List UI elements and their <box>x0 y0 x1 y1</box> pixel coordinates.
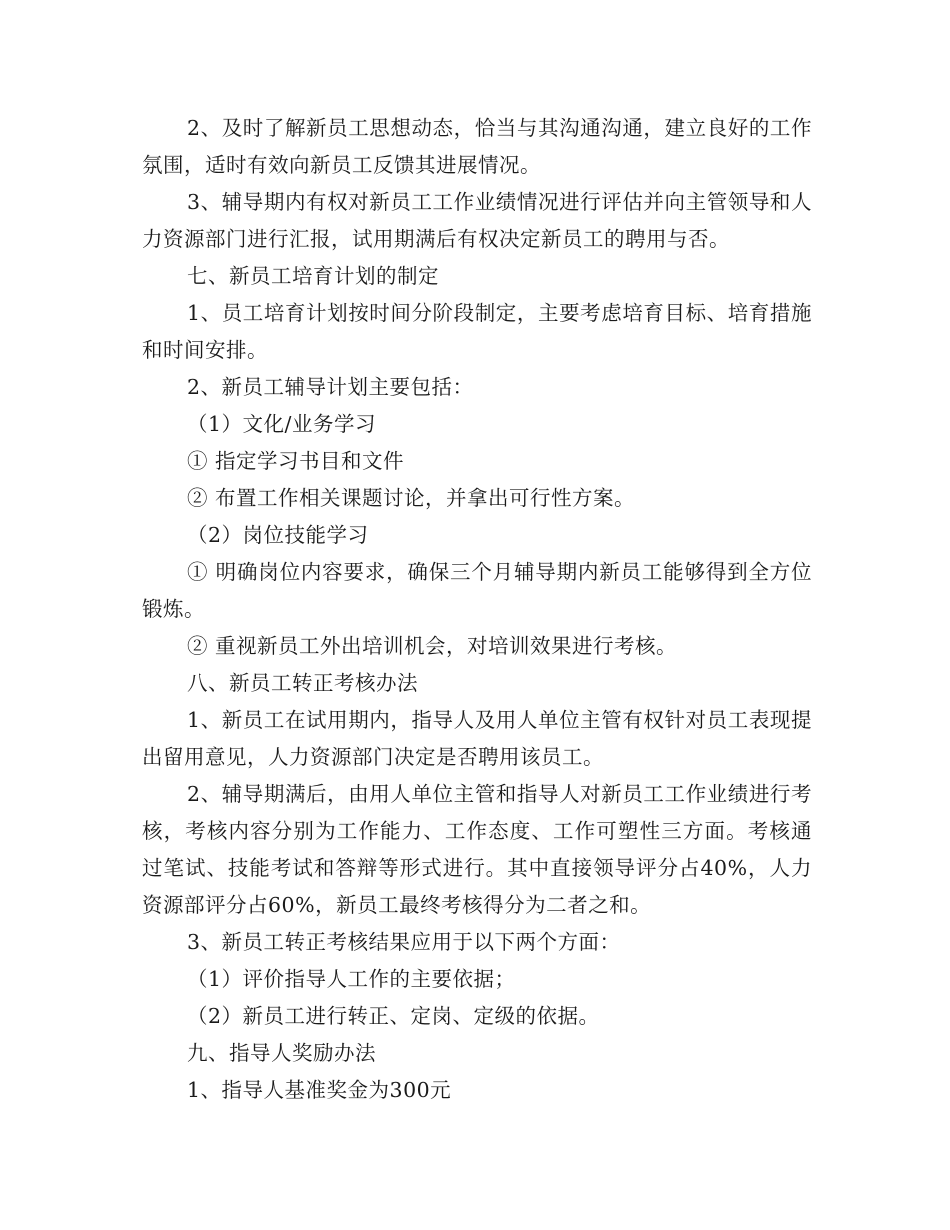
section-heading-9: 九、指导人奖励办法 <box>187 1041 376 1065</box>
list-item-books: ① 指定学习书目和文件 <box>187 449 405 473</box>
paragraph-assessment-3: 3、新员工转正考核结果应用于以下两个方面： <box>187 930 621 954</box>
list-item-job-requirements: ① 明确岗位内容要求，确保三个月辅导期内新员工能够得到全方位锻炼。 <box>142 560 812 621</box>
list-item-external-training: ② 重视新员工外出培训机会，对培训效果进行考核。 <box>187 634 678 658</box>
sub-item-skill-study: （2）岗位技能学习 <box>187 523 369 547</box>
sub-item-regularization: （2）新员工进行转正、定岗、定级的依据。 <box>187 1004 600 1028</box>
list-item-topics: ② 布置工作相关课题讨论，并拿出可行性方案。 <box>187 486 636 510</box>
section-heading-7: 七、新员工培育计划的制定 <box>187 264 439 288</box>
paragraph-assessment-2: 2、辅导期满后，由用人单位主管和指导人对新员工工作业绩进行考核，考核内容分别为工作能力、工作态度、工作可塑性三方面。考核通过笔试、技能考试和答辩等形式进行。其中直接领导评分占40%，人力资源部评分占60%，新员工最终考核得分为二者之和。 <box>142 782 812 917</box>
paragraph-assessment-1: 1、新员工在试用期内，指导人及用人单位主管有权针对员工表现提出留用意见，人力资源部门决定是否聘用该员工。 <box>142 708 812 769</box>
sub-item-culture-study: （1）文化/业务学习 <box>187 412 376 436</box>
paragraph-mentor-duty-3: 3、辅导期内有权对新员工工作业绩情况进行评估并向主管领导和人力资源部门进行汇报，试用期满后有权决定新员工的聘用与否。 <box>142 190 812 251</box>
document-body <box>142 110 812 1109</box>
paragraph-mentor-duty-2: 2、及时了解新员工思想动态，恰当与其沟通沟通，建立良好的工作氛围，适时有效向新员工反馈其进展情况。 <box>142 116 812 177</box>
paragraph-reward-1: 1、指导人基准奖金为300元 <box>187 1078 452 1102</box>
section-heading-8: 八、新员工转正考核办法 <box>187 671 418 695</box>
paragraph-plan-2: 2、新员工辅导计划主要包括： <box>187 375 474 399</box>
sub-item-evaluate-mentor: （1）评价指导人工作的主要依据； <box>187 967 516 991</box>
paragraph-plan-1: 1、员工培育计划按时间分阶段制定，主要考虑培育目标、培育措施和时间安排。 <box>142 301 812 362</box>
